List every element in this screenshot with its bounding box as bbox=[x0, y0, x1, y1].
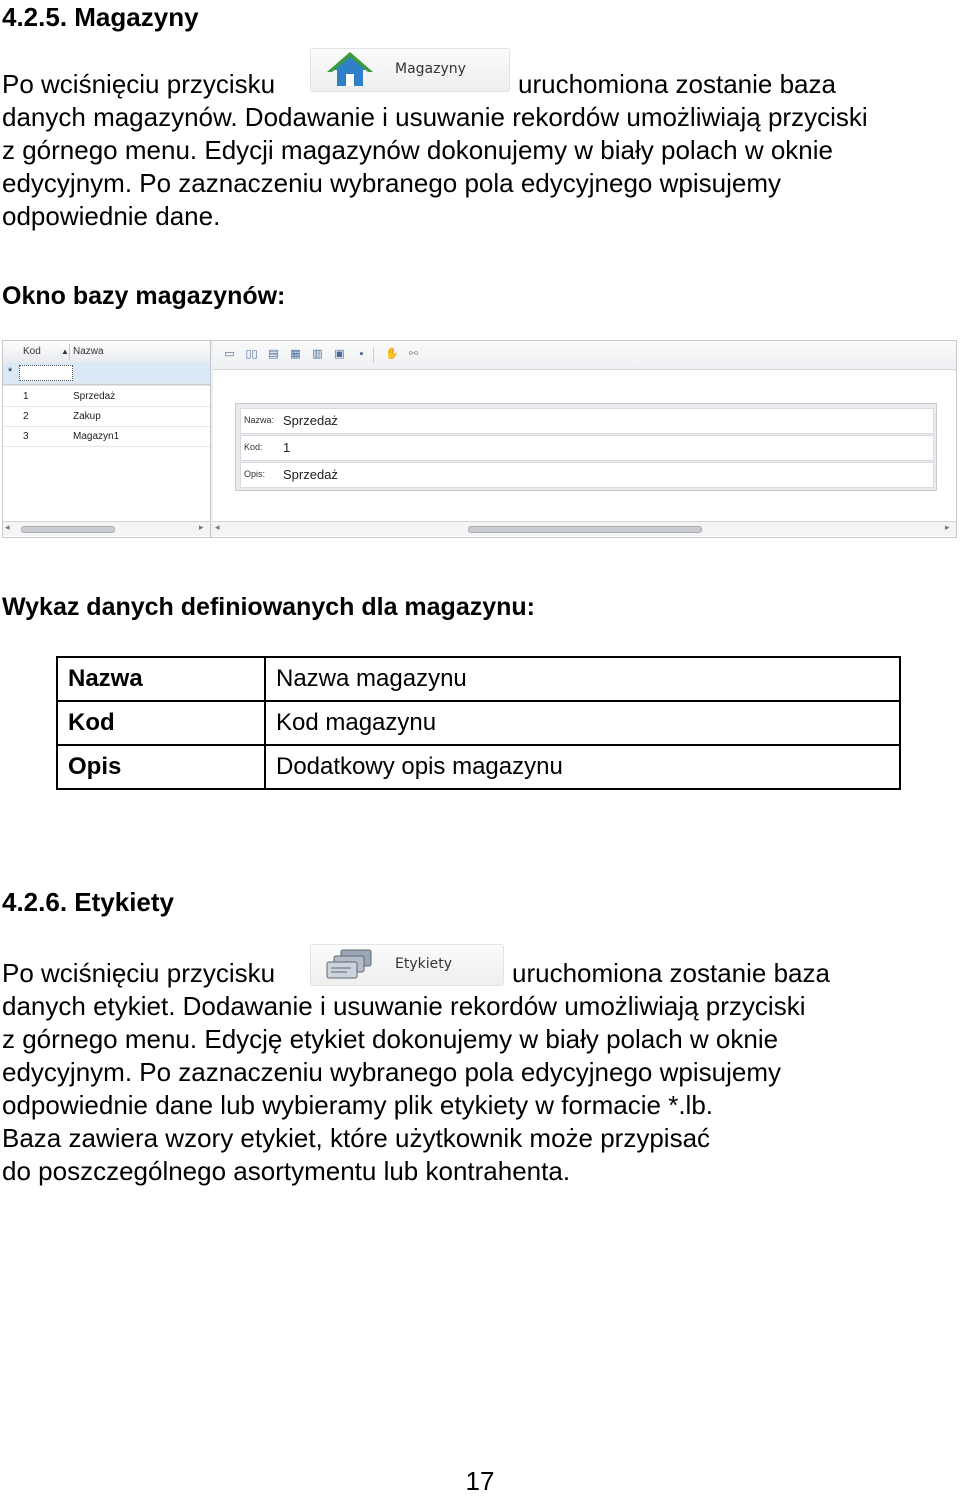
house-icon bbox=[327, 52, 373, 90]
field-kod[interactable] bbox=[240, 435, 934, 461]
layout-grid-icon[interactable]: ▦ bbox=[290, 348, 301, 360]
table-row[interactable] bbox=[3, 387, 210, 407]
new-row-marker: * bbox=[8, 366, 13, 378]
table-row[interactable] bbox=[3, 427, 210, 447]
paragraph-line: edycyjnym. Po zaznaczeniu wybranego pola edycyjnego wpisujemy bbox=[2, 1057, 781, 1087]
layout-rows-icon[interactable]: ▤ bbox=[268, 348, 279, 360]
paragraph-line: odpowiednie dane. bbox=[2, 201, 221, 231]
magazyny-button-label: Magazyny bbox=[395, 61, 466, 77]
layout-stack-icon[interactable]: ▣ bbox=[334, 348, 345, 360]
page-number: 17 bbox=[465, 1466, 495, 1496]
etykiety-button-label: Etykiety bbox=[395, 956, 453, 972]
warehouse-window-screenshot bbox=[2, 340, 957, 538]
edit-fields-box bbox=[235, 403, 937, 491]
paragraph-line: danych etykiet. Dodawanie i usuwanie rekordów umożliwiają przyciski bbox=[2, 991, 806, 1021]
grid-column-kod[interactable]: Kod bbox=[23, 346, 41, 357]
field-opis[interactable] bbox=[240, 462, 934, 488]
field-label: Opis: bbox=[244, 469, 266, 479]
section-heading-etykiety: 4.2.6. Etykiety bbox=[2, 887, 174, 917]
paragraph-line: do poszczególnego asortymentu lub kontrahenta. bbox=[2, 1156, 571, 1186]
table-row bbox=[57, 701, 900, 745]
scroll-thumb[interactable] bbox=[468, 526, 702, 533]
field-value[interactable]: Sprzedaż bbox=[283, 413, 338, 428]
new-row-cell[interactable] bbox=[19, 365, 73, 381]
table-desc: Dodatkowy opis magazynu bbox=[265, 745, 900, 789]
scroll-thumb[interactable] bbox=[21, 526, 115, 533]
grid-column-nazwa[interactable]: Nazwa bbox=[73, 346, 104, 357]
layout-form-icon[interactable]: ▭ bbox=[224, 348, 235, 360]
paragraph-line: Baza zawiera wzory etykiet, które użytkownik może przypisać bbox=[2, 1123, 711, 1153]
save-icon[interactable]: ▪ bbox=[359, 348, 364, 360]
paragraph-line: z górnego menu. Edycję etykiet dokonujemy w biały polach w oknie bbox=[2, 1024, 779, 1054]
row-nazwa: Magazyn1 bbox=[73, 431, 120, 442]
table-key: Nazwa bbox=[57, 657, 265, 701]
edit-form-pane bbox=[213, 341, 956, 537]
paragraph-line: odpowiednie dane lub wybieramy plik etykiety w formacie *.lb. bbox=[2, 1090, 714, 1120]
paragraph-line: uruchomiona zostanie baza bbox=[518, 69, 836, 99]
labels-icon bbox=[325, 948, 375, 982]
row-nazwa: Zakup bbox=[73, 411, 101, 422]
field-label: Kod: bbox=[244, 442, 263, 452]
grid-horizontal-scrollbar[interactable] bbox=[3, 521, 210, 536]
row-kod: 3 bbox=[23, 431, 29, 442]
table-row bbox=[57, 745, 900, 789]
hand-icon[interactable]: ✋ bbox=[385, 348, 399, 360]
scroll-right-icon[interactable]: ▸ bbox=[199, 522, 204, 532]
layout-tiles-icon[interactable]: ▥ bbox=[312, 348, 323, 360]
magazyny-button-image bbox=[310, 48, 510, 92]
field-value[interactable]: Sprzedaż bbox=[283, 467, 338, 482]
scroll-right-icon[interactable]: ▸ bbox=[945, 522, 950, 532]
grid-separator bbox=[3, 384, 210, 386]
table-row[interactable] bbox=[3, 407, 210, 427]
records-grid bbox=[3, 341, 211, 537]
field-value[interactable]: 1 bbox=[283, 440, 291, 455]
link-icon[interactable]: ⚯ bbox=[408, 348, 419, 360]
paragraph-line: Po wciśnięciu przycisku bbox=[2, 958, 276, 988]
etykiety-button-image bbox=[310, 944, 504, 986]
column-divider bbox=[69, 344, 70, 360]
grid-header bbox=[3, 341, 210, 364]
table-desc: Kod magazynu bbox=[265, 701, 900, 745]
window-caption: Okno bazy magazynów: bbox=[2, 282, 286, 310]
table-caption: Wykaz danych definiowanych dla magazynu: bbox=[2, 593, 535, 621]
sort-arrow-icon: ▲ bbox=[61, 347, 69, 356]
scroll-left-icon[interactable]: ◂ bbox=[215, 522, 220, 532]
field-label: Nazwa: bbox=[244, 415, 275, 425]
form-toolbar bbox=[213, 341, 956, 370]
scroll-left-icon[interactable]: ◂ bbox=[5, 522, 10, 532]
field-nazwa[interactable] bbox=[240, 408, 934, 434]
table-row bbox=[57, 657, 900, 701]
row-kod: 2 bbox=[23, 411, 29, 422]
table-key: Opis bbox=[57, 745, 265, 789]
data-definition-table bbox=[56, 656, 901, 790]
row-kod: 1 bbox=[23, 391, 29, 402]
toolbar-divider bbox=[373, 347, 374, 363]
layout-columns-icon[interactable]: ▯▯ bbox=[245, 348, 258, 360]
paragraph-line: danych magazynów. Dodawanie i usuwanie rekordów umożliwiają przyciski bbox=[2, 102, 868, 132]
new-record-row[interactable] bbox=[3, 363, 210, 384]
paragraph-line: edycyjnym. Po zaznaczeniu wybranego pola edycyjnego wpisujemy bbox=[2, 168, 781, 198]
paragraph-line: z górnego menu. Edycji magazynów dokonujemy w biały polach w oknie bbox=[2, 135, 833, 165]
form-horizontal-scrollbar[interactable] bbox=[213, 521, 956, 536]
row-nazwa: Sprzedaż bbox=[73, 391, 116, 402]
table-key: Kod bbox=[57, 701, 265, 745]
table-desc: Nazwa magazynu bbox=[265, 657, 900, 701]
paragraph-line: Po wciśnięciu przycisku bbox=[2, 69, 276, 99]
paragraph-line: uruchomiona zostanie baza bbox=[512, 958, 830, 988]
section-heading-magazyny: 4.2.5. Magazyny bbox=[2, 2, 199, 32]
